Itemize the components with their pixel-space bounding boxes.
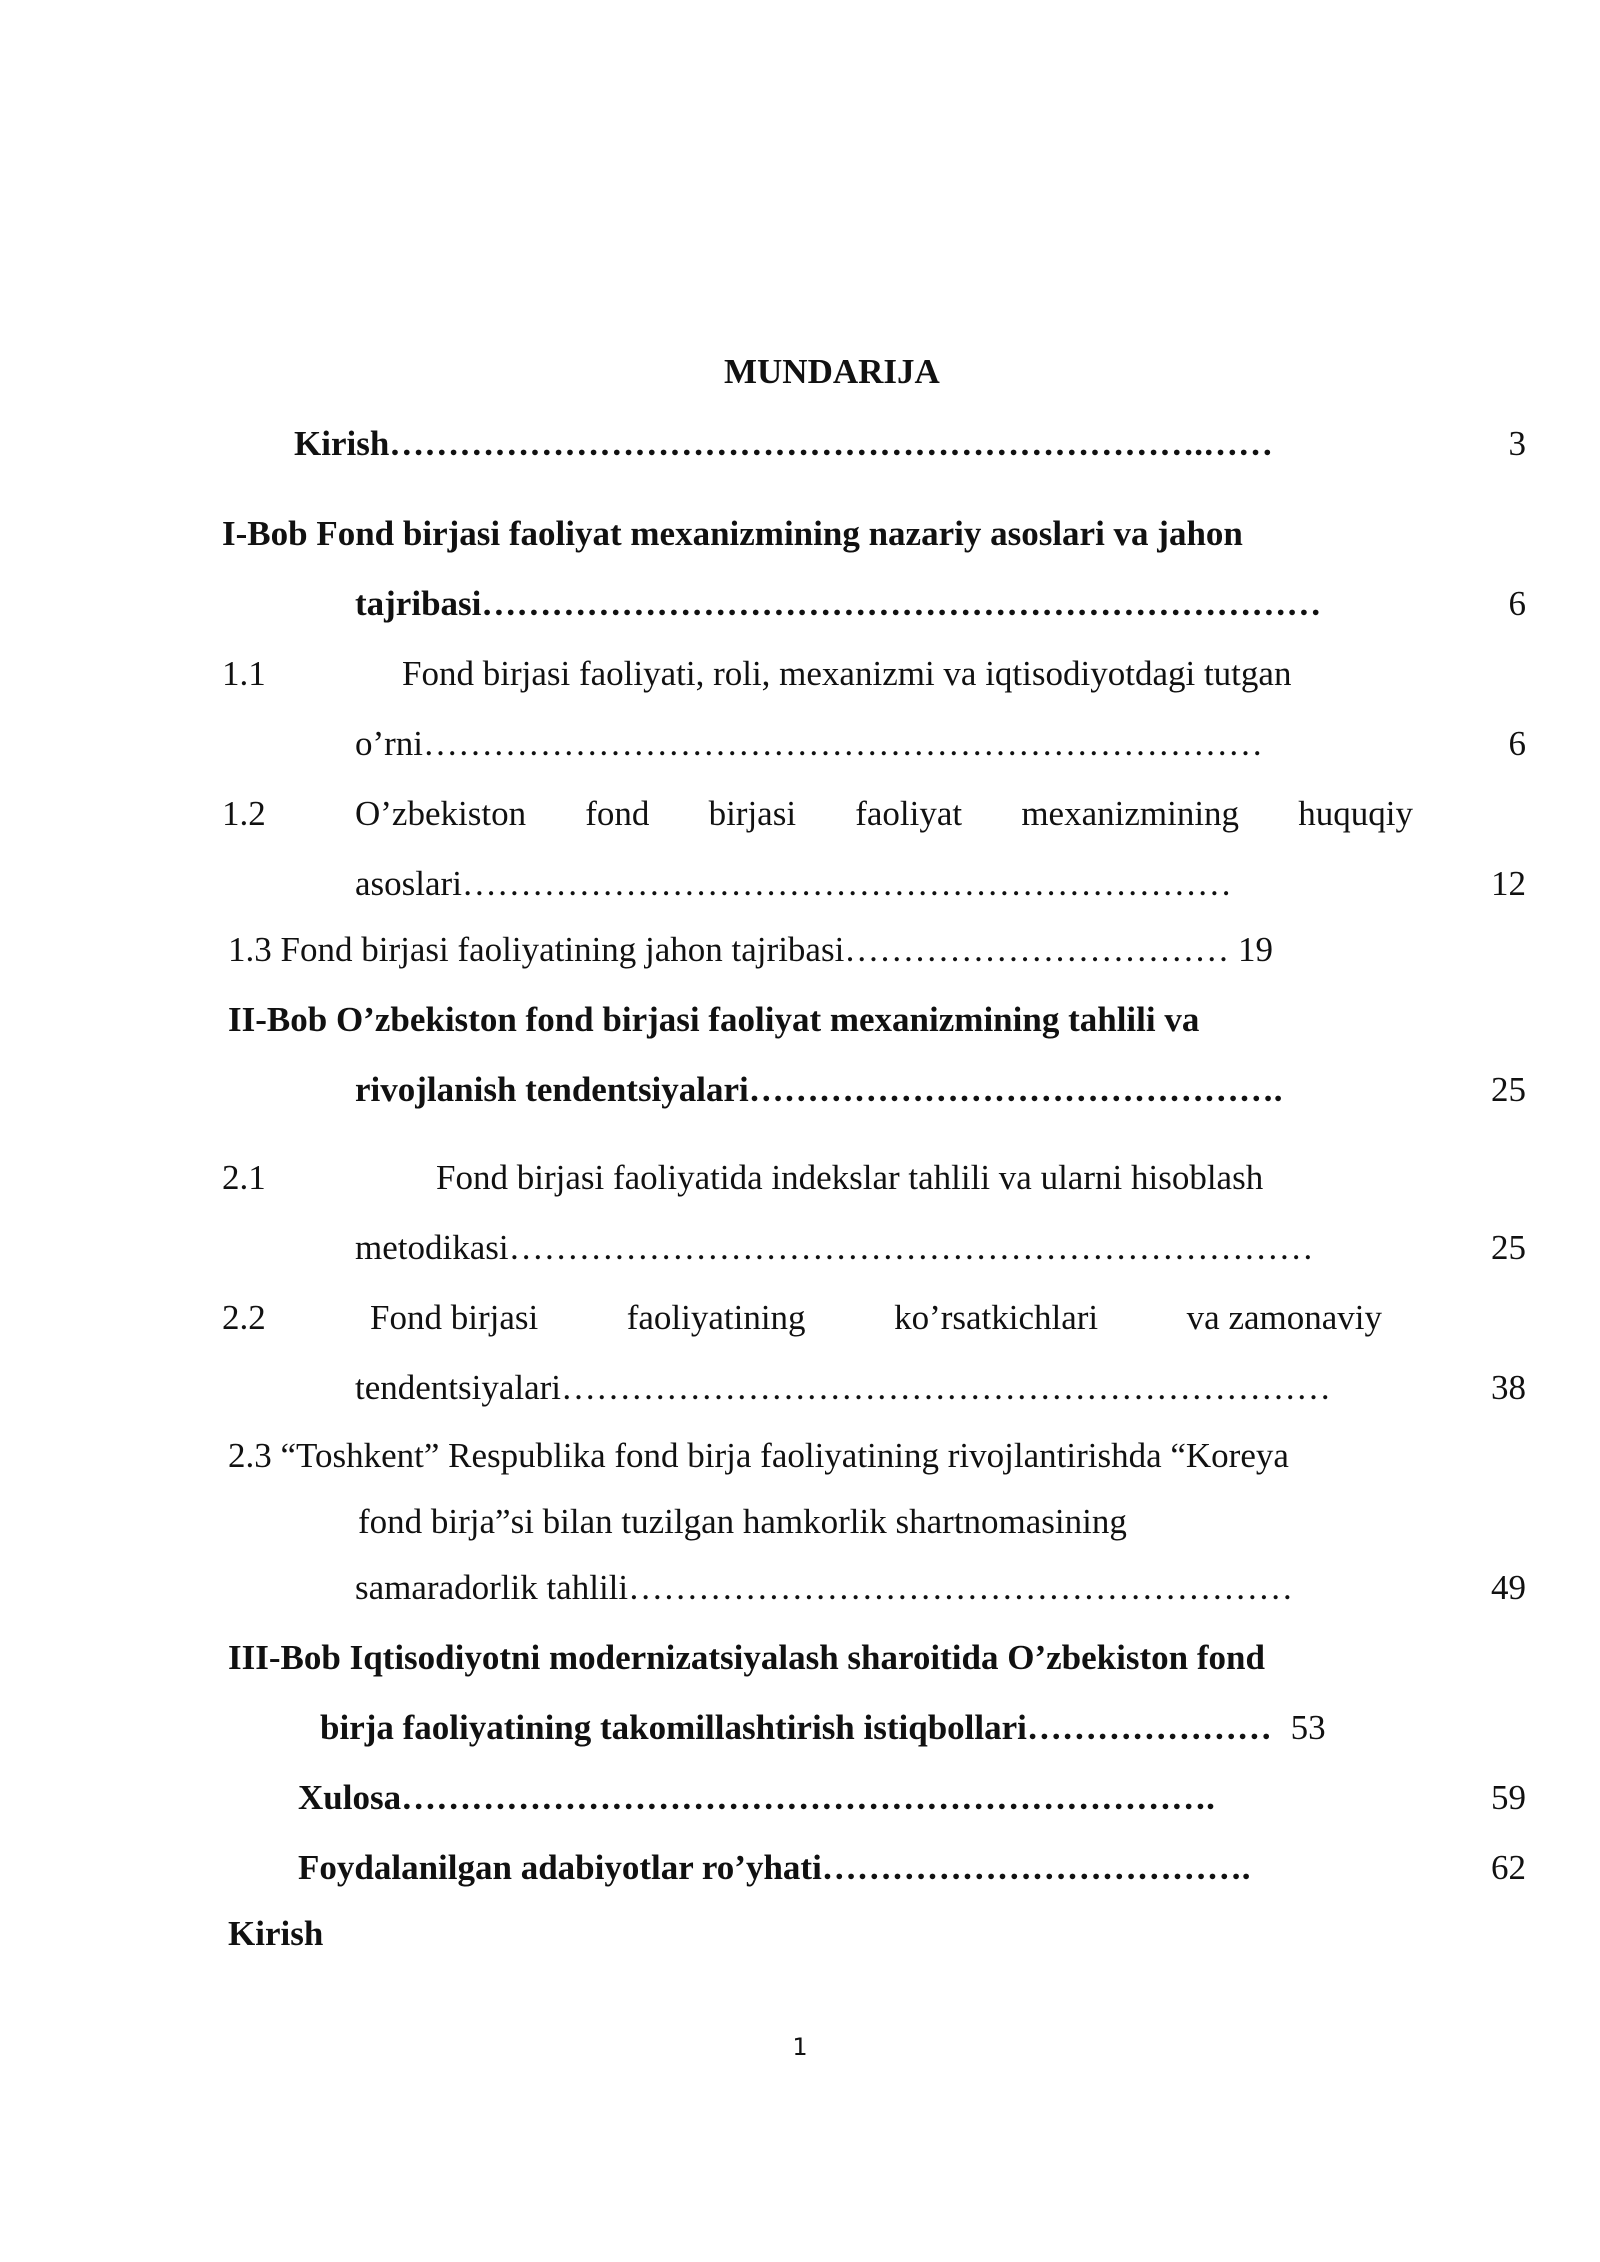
toc-section-2-2-line1 xyxy=(370,1296,1382,1340)
toc-page-number: 59 xyxy=(1491,1778,1526,1817)
toc-page-number: 19 xyxy=(1238,930,1274,969)
toc-leader-dots: ……………………………………………………………… xyxy=(481,584,1322,623)
toc-section-1-2-line2 xyxy=(355,862,1232,906)
toc-entry-kirish xyxy=(294,422,1273,466)
toc-entry-label: Kirish xyxy=(294,424,390,463)
toc-section-2-3-line2: fond birja”si bilan tuzilgan hamkorlik shartnomasining xyxy=(358,1502,1127,1541)
toc-leader-dots: ………………………………………………………… xyxy=(561,1368,1332,1407)
toc-chapter-2-line2 xyxy=(355,1068,1283,1112)
toc-word: O’zbekiston xyxy=(355,794,527,833)
toc-chapter-1-line2 xyxy=(355,582,1321,626)
toc-entry-label: asoslari xyxy=(355,864,462,903)
toc-entry-label: birja faoliyatining takomillashtirish istiqbollari xyxy=(320,1708,1027,1747)
toc-chapter-3-line1: III-Bob Iqtisodiyotni modernizatsiyalash sharoitida O’zbekiston fond xyxy=(228,1638,1265,1677)
toc-page-number: 25 xyxy=(1491,1228,1526,1267)
toc-entry-label: tendentsiyalari xyxy=(355,1368,562,1407)
toc-leader-dots: ………………………………………………………… xyxy=(461,864,1232,903)
toc-section-2-1-line2 xyxy=(355,1226,1314,1270)
toc-section-number: 2.2 xyxy=(222,1298,266,1337)
toc-chapter-1-line1: I-Bob Fond birjasi faoliyat mexanizmining nazariy asoslari va jahon xyxy=(222,514,1243,553)
toc-leader-dots: ………………………………………………… xyxy=(628,1568,1294,1607)
toc-word: birjasi xyxy=(708,794,797,833)
toc-entry-label: samaradorlik tahlili xyxy=(355,1568,629,1607)
toc-word: Fond birjasi xyxy=(370,1298,539,1337)
toc-word: va zamonaviy xyxy=(1186,1298,1382,1337)
toc-entry-xulosa xyxy=(298,1776,1215,1820)
toc-leader-dots: …………………………………………………………… xyxy=(508,1228,1314,1267)
toc-entry-label: metodikasi xyxy=(355,1228,509,1267)
toc-page-number: 62 xyxy=(1491,1848,1526,1887)
toc-page-number: 12 xyxy=(1491,864,1526,903)
toc-section-number: 1.1 xyxy=(222,654,266,693)
toc-section-2-1-line1: Fond birjasi faoliyatida indekslar tahlili va ularni hisoblash xyxy=(436,1158,1264,1197)
toc-page-number: 25 xyxy=(1491,1070,1526,1109)
toc-word: huquqiy xyxy=(1298,794,1413,833)
toc-section-number: 2.1 xyxy=(222,1158,266,1197)
toc-entry-label: rivojlanish tendentsiyalari xyxy=(355,1070,749,1109)
toc-page-number: 38 xyxy=(1491,1368,1526,1407)
toc-leader-dots: …………………………………………………………….…… xyxy=(389,424,1274,463)
toc-page-number: 49 xyxy=(1491,1568,1526,1607)
toc-section-2-3-line3 xyxy=(355,1566,1293,1610)
section-heading-kirish: Kirish xyxy=(228,1914,324,1953)
toc-chapter-2-line1: II-Bob O’zbekiston fond birjasi faoliyat mexanizmining tahlili va xyxy=(228,1000,1200,1039)
toc-word: mexanizmining xyxy=(1021,794,1240,833)
toc-word: faoliyatining xyxy=(626,1298,806,1337)
toc-leader-dots: ………………………………. xyxy=(821,1848,1251,1887)
toc-entry-label: 1.3 Fond birjasi faoliyatining jahon tajribasi xyxy=(228,930,845,969)
toc-section-2-2-line2 xyxy=(355,1366,1331,1410)
toc-entry-label: tajribasi xyxy=(355,584,482,623)
toc-page-number: 6 xyxy=(1508,584,1526,623)
toc-page-number: 3 xyxy=(1508,424,1526,463)
toc-leader-dots: ………………………………………. xyxy=(748,1070,1283,1109)
toc-entry-references xyxy=(298,1846,1251,1890)
toc-title: MUNDARIJA xyxy=(724,352,940,391)
toc-section-2-3-line1: 2.3 “Toshkent” Respublika fond birja faoliyatining rivojlantirishda “Koreya xyxy=(228,1436,1289,1475)
page-number: 1 xyxy=(792,2033,808,2061)
toc-section-1-3 xyxy=(228,928,1273,972)
toc-section-1-1-line1: Fond birjasi faoliyati, roli, mexanizmi va iqtisodiyotdagi tutgan xyxy=(402,654,1292,693)
toc-leader-dots: ……………………………………………………………… xyxy=(423,724,1264,763)
toc-leader-dots: ……………………………………………………………. xyxy=(401,1778,1215,1817)
toc-entry-label: o’rni xyxy=(355,724,424,763)
toc-section-number: 1.2 xyxy=(222,794,266,833)
toc-page-number: 53 xyxy=(1290,1708,1326,1747)
toc-chapter-3-line2 xyxy=(320,1706,1326,1750)
toc-leader-dots: ………………… xyxy=(1026,1708,1272,1747)
toc-word: faoliyat xyxy=(855,794,963,833)
toc-word: ko’rsatkichlari xyxy=(894,1298,1099,1337)
toc-entry-label: Xulosa xyxy=(298,1778,402,1817)
toc-section-1-2-line1 xyxy=(355,792,1413,836)
toc-word: fond xyxy=(585,794,650,833)
toc-page-number: 6 xyxy=(1508,724,1526,763)
toc-entry-label: Foydalanilgan adabiyotlar ro’yhati xyxy=(298,1848,822,1887)
toc-leader-dots: …………………………… xyxy=(844,930,1230,969)
toc-section-1-1-line2 xyxy=(355,722,1263,766)
